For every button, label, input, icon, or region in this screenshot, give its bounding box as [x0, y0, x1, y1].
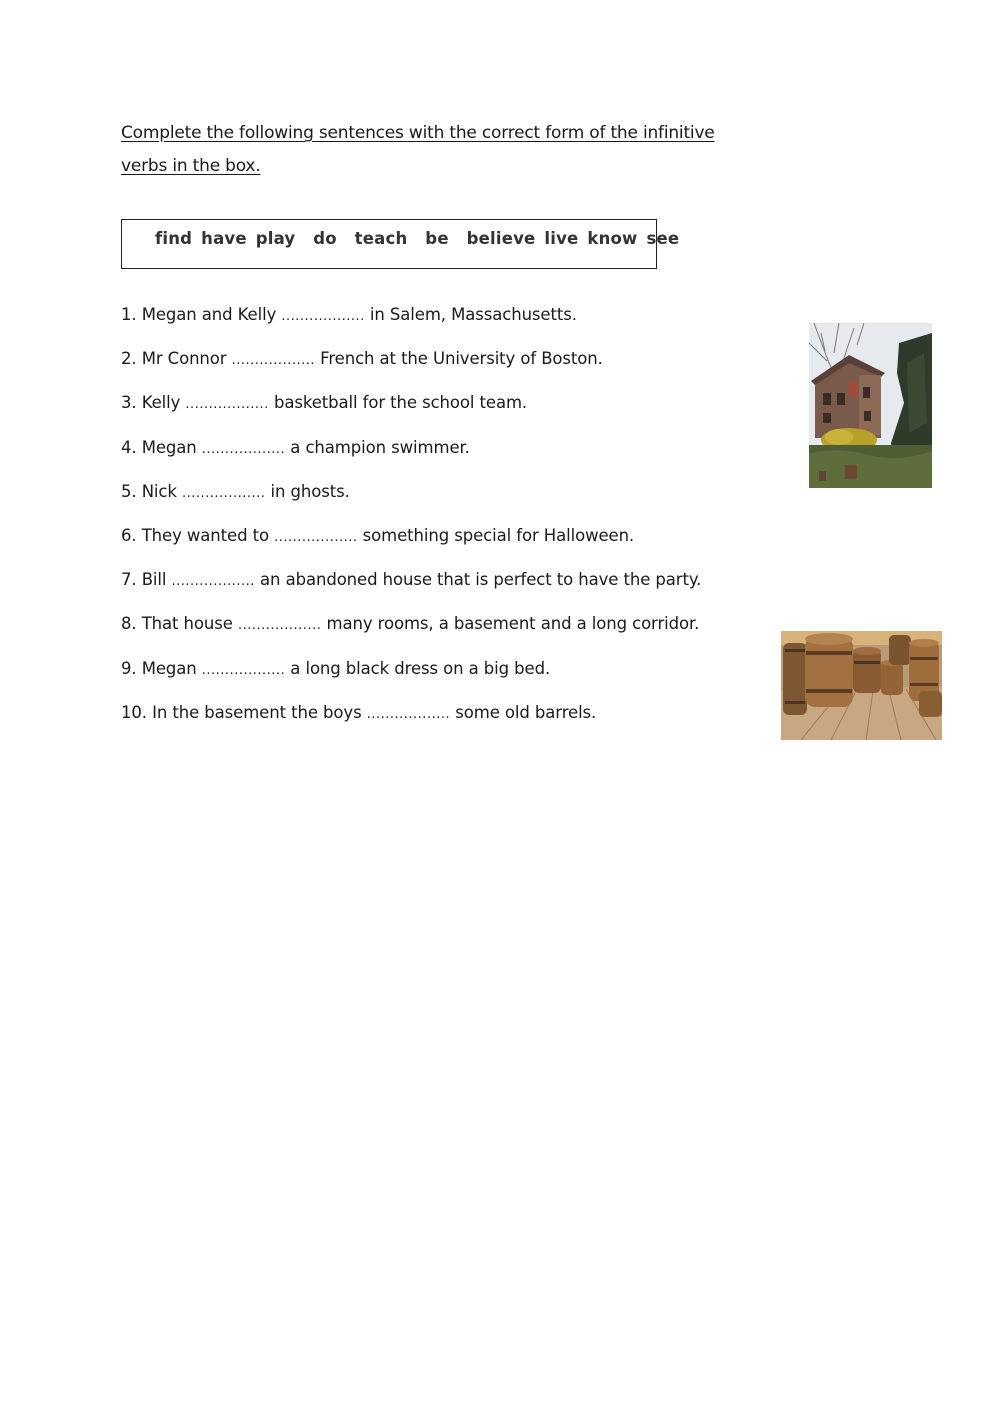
answer-blank[interactable]: .................. [201, 662, 286, 678]
answer-blank[interactable]: .................. [231, 353, 315, 369]
list-item: 5. Nick .................. in ghosts. [121, 481, 350, 501]
list-item: 8. That house .................. many rooms, a basement and a long corridor. [121, 614, 700, 634]
answer-blank[interactable]: .................. [274, 529, 358, 545]
answer-blank[interactable]: .................. [366, 706, 451, 722]
answer-blank[interactable]: .................. [185, 397, 269, 413]
sentence-list [121, 302, 701, 744]
list-item: 10. In the basement the boys .................. some old barrels. [121, 702, 597, 722]
list-item: 6. They wanted to .................. something special for Halloween. [121, 525, 635, 545]
answer-blank[interactable]: .................. [171, 574, 255, 590]
list-item: 7. Bill .................. an abandoned house that is perfect to have the party. [121, 570, 702, 590]
answer-blank[interactable]: .................. [281, 309, 365, 324]
list-item: 3. Kelly .................. basketball for the school team. [121, 393, 528, 413]
old-house-photo [809, 323, 932, 488]
answer-blank[interactable]: .................. [182, 485, 266, 501]
answer-blank[interactable]: .................. [201, 441, 286, 457]
word-list: find have play do teach be believe live know see [155, 229, 680, 248]
list-item: 4. Megan .................. a champion swimmer. [121, 437, 470, 457]
list-item: 1. Megan and Kelly .................. in Salem, Massachusetts. [121, 305, 577, 324]
answer-blank[interactable]: .................. [237, 618, 322, 634]
list-item: 2. Mr Connor .................. French at the University of Boston. [121, 349, 603, 369]
list-item: 9. Megan .................. a long black dress on a big bed. [121, 658, 551, 678]
instructions: Complete the following sentences with the correct form of the infinitive verbs in the box. [121, 123, 715, 176]
old-barrels-photo [781, 631, 942, 740]
